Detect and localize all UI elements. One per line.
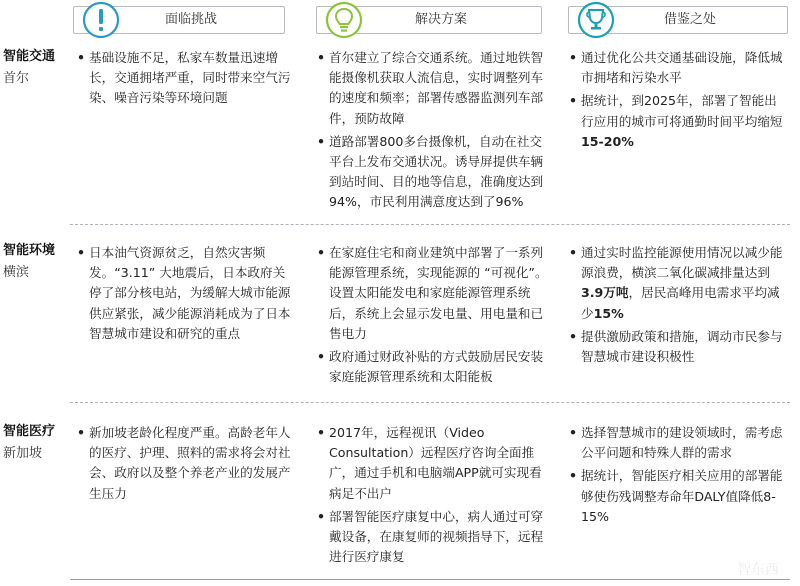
row-label-traffic — [3, 46, 55, 90]
row-label-environment — [3, 240, 55, 284]
list-item: • 政府通过财政补贴的方式鼓励居民安装家庭能源管理系统和太阳能板 — [315, 347, 551, 387]
list-item: • 在家庭住宅和商业建筑中部署了一系列能源管理系统，实现能源的 “可视化”。设置太阳能发电和家庭能源管理系统后，系统上会显示发电量、用电量和已售电力 — [315, 243, 551, 344]
header-challenges — [73, 6, 285, 34]
solution-cell — [315, 243, 551, 390]
list-item: • 基础设施不足，私家车数量迅速增长，交通拥堵严重，同时带来空气污染、噪音污染等环境问题 — [75, 48, 297, 109]
row-label-healthcare — [3, 421, 55, 465]
watermark-logo — [728, 558, 788, 580]
list-item: • 首尔建立了综合交通系统。通过地铁智能摄像机获取人流信息，实时调整列车的速度和频率；部署传感器监测列车部件，预防故障 — [315, 48, 551, 129]
list-item: • 提供激励政策和措施，调动市民参与智慧城市建设积极性 — [567, 327, 789, 367]
list-item: • 选择智慧城市的建设领域时，需考虑公平问题和特殊人群的需求 — [567, 423, 789, 463]
list-item: • 2017年，远程视讯（Video Consultation）远程医疗咨询全面推广，通过手机和电脑端APP就可实现看病足不出户 — [315, 423, 551, 504]
list-item: • 新加坡老龄化程度严重。高龄老年人的医疗、护理、照料的需求将会对社会、政府以及整个养老产业的发展产生压力 — [75, 423, 297, 504]
lesson-cell — [567, 423, 789, 530]
list-item — [567, 91, 789, 152]
list-item: • 部署智能医疗康复中心，病人通过可穿戴设备，在康复师的视频指导下，远程进行医疗康复 — [315, 507, 551, 568]
lesson-highlight: 15% — [593, 305, 624, 321]
list-item: • 日本油气资源贫乏，自然灾害频发。“3.11” 大地震后，日本政府关停了部分核电站，为缓解大城市能源供应紧张，减少能源消耗成为了日本智慧城市建设和研究的重点 — [75, 243, 297, 344]
list-item: • 道路部署800多台摄像机，自动在社交平台上发布交通状况。诱导屏提供车辆到站时间、目的地等信息，准确度达到94%，市民利用满意度达到了96% — [315, 132, 551, 213]
header-lessons — [568, 6, 788, 34]
challenge-cell — [75, 48, 297, 112]
bottom-rule — [70, 579, 790, 580]
solution-cell — [315, 48, 551, 216]
list-item — [567, 243, 789, 324]
row-city: 新加坡 — [3, 446, 43, 461]
row-title: 智能交通 — [3, 49, 56, 64]
lesson-text: 据统计，到2025年，部署了智能出行应用的城市可将通勤时间平均缩短 — [581, 93, 783, 129]
header-solutions — [316, 6, 542, 34]
lesson-text: ，居民高峰用电需求平均减少 — [581, 285, 780, 321]
list-item: • 据统计，智能医疗相关应用的部署能够使伤残调整寿命年DALY值降低8-15% — [567, 466, 789, 527]
lesson-cell — [567, 48, 789, 155]
row-city: 首尔 — [3, 71, 30, 86]
header-challenges-label: 面临挑战 — [164, 12, 217, 27]
lesson-text: 通过实时监控能源使用情况以减少能源浪费，横滨二氧化碳减排量达到 — [581, 245, 783, 281]
list-item: • 通过优化公共交通基础设施，降低城市拥堵和污染水平 — [567, 48, 789, 88]
row-title: 智能环境 — [3, 243, 56, 258]
solution-cell — [315, 423, 551, 570]
row-divider — [70, 224, 790, 225]
lesson-highlight: 3.9万吨 — [581, 285, 629, 301]
lesson-cell — [567, 243, 789, 370]
row-title: 智能医疗 — [3, 424, 56, 439]
column-header-row — [0, 0, 800, 40]
lesson-highlight: 15-20% — [581, 133, 634, 149]
header-solutions-label: 解决方案 — [414, 12, 467, 27]
watermark-text: 智东西 — [737, 562, 779, 578]
row-city: 横滨 — [3, 265, 30, 280]
challenge-cell — [75, 243, 297, 347]
row-divider — [70, 402, 790, 403]
challenge-cell — [75, 423, 297, 507]
header-lessons-label: 借鉴之处 — [663, 12, 716, 27]
